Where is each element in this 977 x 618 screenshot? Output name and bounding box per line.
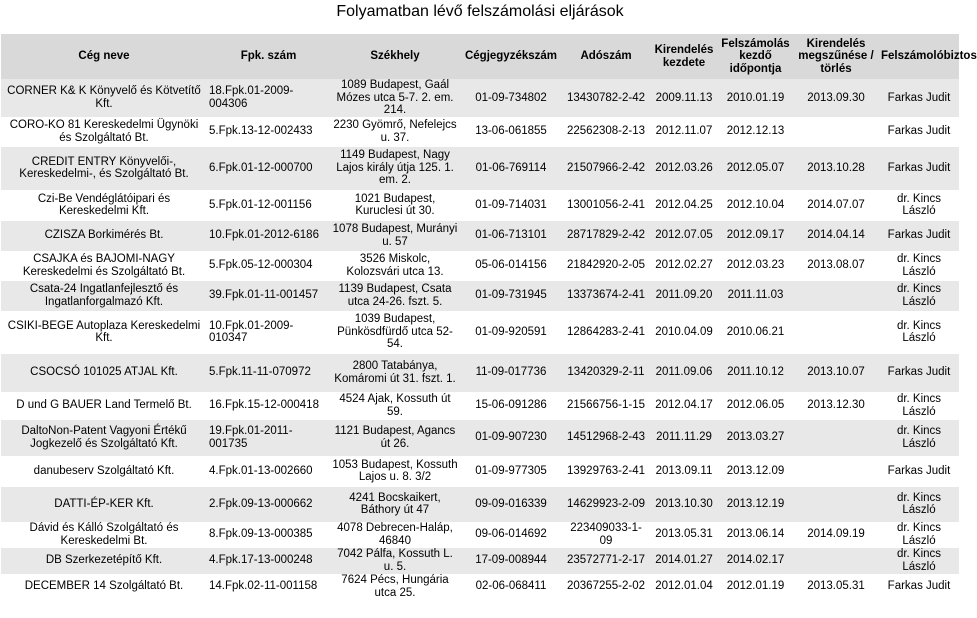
liquidation-start: 2012.12.13 — [718, 117, 793, 147]
assignment-start: 2011.11.29 — [650, 420, 718, 456]
trustee-name: Farkas Judit — [879, 221, 959, 251]
fpk-number: 4.Fpk.17-13-000248 — [207, 548, 330, 574]
table-row — [1, 147, 959, 190]
table-row — [1, 392, 959, 420]
trustee-name: Farkas Judit — [879, 574, 959, 600]
assignment-end — [793, 456, 879, 487]
company-name: D und G BAUER Land Termelő Bt. — [1, 392, 207, 420]
assignment-end: 2013.12.30 — [793, 392, 879, 420]
company-name: CORO-KO 81 Kereskedelmi Ügynöki és Szolgáltató Bt. — [1, 117, 207, 147]
liquidation-start: 2011.10.12 — [718, 354, 793, 392]
fpk-number: 18.Fpk.01-2009-004306 — [207, 79, 330, 117]
trustee-name: dr. Kincs László — [879, 392, 959, 420]
tax-number: 13430782-2-42 — [562, 79, 650, 117]
liquidation-start: 2013.06.14 — [718, 522, 793, 548]
company-name: CSIKI-BEGE Autoplaza Kereskedelmi Kft. — [1, 311, 207, 354]
seat-address: 3526 Miskolc, Kolozsvári utca 13. — [330, 251, 460, 281]
table-row — [1, 574, 959, 600]
liquidation-start: 2010.01.19 — [718, 79, 793, 117]
col-header-seat: Székhely — [330, 34, 460, 79]
trustee-name: dr. Kincs László — [879, 487, 959, 522]
liquidation-start: 2012.06.05 — [718, 392, 793, 420]
table-row — [1, 311, 959, 354]
assignment-start: 2014.01.27 — [650, 548, 718, 574]
liquidation-start: 2011.11.03 — [718, 281, 793, 311]
assignment-start: 2012.02.27 — [650, 251, 718, 281]
tax-number: 13420329-2-11 — [562, 354, 650, 392]
liquidation-table — [1, 34, 977, 600]
header-row — [1, 34, 959, 79]
col-header-start: Kirendelés kezdete — [650, 34, 718, 79]
seat-address: 1089 Budapest, Gaál Mózes utca 5-7. 2. em. 214. — [330, 79, 460, 117]
company-name: DATTI-ÉP-KER Kft. — [1, 487, 207, 522]
col-header-end: Kirendelés megszűnése / törlés — [793, 34, 879, 79]
fpk-number: 5.Fpk.11-11-070972 — [207, 354, 330, 392]
tax-number: 21842920-2-05 — [562, 251, 650, 281]
company-name: CSAJKA és BAJOMI-NAGY Kereskedelmi és Szolgáltató Bt. — [1, 251, 207, 281]
company-name: DaltoNon-Patent Vagyoni Értékű Jogkezelő és Szolgáltató Kft. — [1, 420, 207, 456]
col-header-company: Cég neve — [1, 34, 207, 79]
fpk-number: 5.Fpk.13-12-002433 — [207, 117, 330, 147]
registry-number: 05-06-014156 — [460, 251, 562, 281]
tax-number: 14629923-2-09 — [562, 487, 650, 522]
company-name: CREDIT ENTRY Könyvelői-, Kereskedelmi-, és Szolgáltató Bt. — [1, 147, 207, 190]
table-row — [1, 354, 959, 392]
fpk-number: 5.Fpk.01-12-001156 — [207, 190, 330, 221]
assignment-end — [793, 548, 879, 574]
tax-number: 28717829-2-42 — [562, 221, 650, 251]
company-name: CSOCSÓ 101025 ATJAL Kft. — [1, 354, 207, 392]
table-row — [1, 79, 959, 117]
page-title: Folyamatban lévő felszámolási eljárások — [336, 3, 624, 20]
liquidation-start: 2010.06.21 — [718, 311, 793, 354]
assignment-start: 2012.03.26 — [650, 147, 718, 190]
table-row — [1, 487, 959, 522]
tax-number: 20367255-2-02 — [562, 574, 650, 600]
fpk-number: 19.Fpk.01-2011-001735 — [207, 420, 330, 456]
table-row — [1, 251, 959, 281]
fpk-number: 10.Fpk.01-2009-010347 — [207, 311, 330, 354]
registry-number: 01-09-920591 — [460, 311, 562, 354]
assignment-end: 2014.09.19 — [793, 522, 879, 548]
tax-number: 23572771-2-17 — [562, 548, 650, 574]
liquidation-start: 2013.03.27 — [718, 420, 793, 456]
col-header-tax: Adószám — [562, 34, 650, 79]
liquidation-start: 2012.01.19 — [718, 574, 793, 600]
fpk-number: 4.Fpk.01-13-002660 — [207, 456, 330, 487]
tax-number: 21507966-2-42 — [562, 147, 650, 190]
col-header-trustee: Felszámolóbiztos — [879, 34, 959, 79]
fpk-number: 6.Fpk.01-12-000700 — [207, 147, 330, 190]
tax-number: 22562308-2-13 — [562, 117, 650, 147]
assignment-start: 2012.04.17 — [650, 392, 718, 420]
trustee-name: Farkas Judit — [879, 456, 959, 487]
assignment-start: 2012.07.05 — [650, 221, 718, 251]
seat-address: 1021 Budapest, Kuruclesi út 30. — [330, 190, 460, 221]
seat-address: 4524 Ajak, Kossuth út 59. — [330, 392, 460, 420]
tax-number: 13373674-2-41 — [562, 281, 650, 311]
seat-address: 1121 Budapest, Agancs út 26. — [330, 420, 460, 456]
liquidation-start: 2012.05.07 — [718, 147, 793, 190]
fpk-number: 10.Fpk.01-2012-6186 — [207, 221, 330, 251]
registry-number: 11-09-017736 — [460, 354, 562, 392]
registry-number: 01-09-734802 — [460, 79, 562, 117]
assignment-end: 2014.04.14 — [793, 221, 879, 251]
trustee-name: Farkas Judit — [879, 354, 959, 392]
assignment-start: 2012.01.04 — [650, 574, 718, 600]
company-name: DECEMBER 14 Szolgáltató Bt. — [1, 574, 207, 600]
tax-number: 12864283-2-41 — [562, 311, 650, 354]
trustee-name: Farkas Judit — [879, 117, 959, 147]
registry-number: 01-09-714031 — [460, 190, 562, 221]
seat-address: 2230 Gyömrő, Nefelejcs u. 37. — [330, 117, 460, 147]
assignment-end — [793, 420, 879, 456]
trustee-name: dr. Kincs László — [879, 311, 959, 354]
seat-address: 4078 Debrecen-Haláp, 46840 — [330, 522, 460, 548]
liquidation-start: 2013.12.19 — [718, 487, 793, 522]
company-name: CORNER K& K Könyvelő és Kötvetítő Kft. — [1, 79, 207, 117]
registry-number: 09-06-014692 — [460, 522, 562, 548]
assignment-end — [793, 487, 879, 522]
col-header-registry: Cégjegyzékszám — [460, 34, 562, 79]
liquidation-start: 2014.02.17 — [718, 548, 793, 574]
seat-address: 1053 Budapest, Kossuth Lajos u. 8. 3/2 — [330, 456, 460, 487]
assignment-end — [793, 281, 879, 311]
assignment-start: 2013.10.30 — [650, 487, 718, 522]
fpk-number: 2.Fpk.09-13-000662 — [207, 487, 330, 522]
company-name: Dávid és Kálló Szolgáltató és Kereskedelmi Bt. — [1, 522, 207, 548]
registry-number: 01-09-977305 — [460, 456, 562, 487]
seat-address: 7042 Pálfa, Kossuth L. u. 5. — [330, 548, 460, 574]
registry-number: 15-06-091286 — [460, 392, 562, 420]
registry-number: 01-09-731945 — [460, 281, 562, 311]
tax-number: 223409033-1-09 — [562, 522, 650, 548]
table-row — [1, 117, 959, 147]
registry-number: 01-06-769114 — [460, 147, 562, 190]
trustee-name: dr. Kincs László — [879, 190, 959, 221]
registry-number: 09-09-016339 — [460, 487, 562, 522]
trustee-name: Farkas Judit — [879, 79, 959, 117]
assignment-start: 2013.05.31 — [650, 522, 718, 548]
tax-number: 14512968-2-43 — [562, 420, 650, 456]
assignment-start: 2013.09.11 — [650, 456, 718, 487]
trustee-name: dr. Kincs László — [879, 522, 959, 548]
table-row — [1, 548, 959, 574]
company-name: Czi-Be Vendéglátóipari és Kereskedelmi Kft. — [1, 190, 207, 221]
assignment-end: 2013.05.31 — [793, 574, 879, 600]
table-row — [1, 190, 959, 221]
assignment-end: 2013.10.07 — [793, 354, 879, 392]
fpk-number: 39.Fpk.01-11-001457 — [207, 281, 330, 311]
seat-address: 2800 Tatabánya, Komáromi út 31. fszt. 1. — [330, 354, 460, 392]
table-row — [1, 456, 959, 487]
trustee-name: dr. Kincs László — [879, 420, 959, 456]
tax-number: 13929763-2-41 — [562, 456, 650, 487]
assignment-start: 2010.04.09 — [650, 311, 718, 354]
seat-address: 4241 Bocskaikert, Báthory út 47 — [330, 487, 460, 522]
tax-number: 21566756-1-15 — [562, 392, 650, 420]
trustee-name: dr. Kincs László — [879, 281, 959, 311]
seat-address: 1039 Budapest, Pünkösdfürdő utca 52-54. — [330, 311, 460, 354]
company-name: Csata-24 Ingatlanfejlesztő és Ingatlanforgalmazó Kft. — [1, 281, 207, 311]
table-row — [1, 522, 959, 548]
assignment-start: 2011.09.20 — [650, 281, 718, 311]
assignment-start: 2012.04.25 — [650, 190, 718, 221]
company-name: danubeserv Szolgáltató Kft. — [1, 456, 207, 487]
fpk-number: 5.Fpk.05-12-000304 — [207, 251, 330, 281]
trustee-name: Farkas Judit — [879, 147, 959, 190]
table-row — [1, 221, 959, 251]
registry-number: 17-09-008944 — [460, 548, 562, 574]
assignment-end: 2013.09.30 — [793, 79, 879, 117]
trustee-name: dr. Kincs László — [879, 251, 959, 281]
trustee-name: dr. Kincs László — [879, 548, 959, 574]
fpk-number: 14.Fpk.02-11-001158 — [207, 574, 330, 600]
assignment-end — [793, 117, 879, 147]
company-name: DB Szerkezetépítő Kft. — [1, 548, 207, 574]
table-row — [1, 420, 959, 456]
fpk-number: 16.Fpk.15-12-000418 — [207, 392, 330, 420]
registry-number: 02-06-068411 — [460, 574, 562, 600]
col-header-fpk: Fpk. szám — [207, 34, 330, 79]
liquidation-start: 2012.10.04 — [718, 190, 793, 221]
tax-number: 13001056-2-41 — [562, 190, 650, 221]
assignment-end — [793, 311, 879, 354]
assignment-start: 2011.09.06 — [650, 354, 718, 392]
liquidation-start: 2012.09.17 — [718, 221, 793, 251]
seat-address: 7624 Pécs, Hungária utca 25. — [330, 574, 460, 600]
table-row — [1, 281, 959, 311]
assignment-end: 2013.10.28 — [793, 147, 879, 190]
company-name: CZISZA Borkimérés Bt. — [1, 221, 207, 251]
liquidation-start: 2012.03.23 — [718, 251, 793, 281]
col-header-liquidation: Felszámolás kezdő időpontja — [718, 34, 793, 79]
registry-number: 01-09-907230 — [460, 420, 562, 456]
registry-number: 01-06-713101 — [460, 221, 562, 251]
assignment-start: 2009.11.13 — [650, 79, 718, 117]
seat-address: 1149 Budapest, Nagy Lajos király útja 125. 1. em. 2. — [330, 147, 460, 190]
assignment-start: 2012.11.07 — [650, 117, 718, 147]
seat-address: 1139 Budapest, Csata utca 24-26. fszt. 5. — [330, 281, 460, 311]
liquidation-start: 2013.12.09 — [718, 456, 793, 487]
registry-number: 13-06-061855 — [460, 117, 562, 147]
fpk-number: 8.Fpk.09-13-000385 — [207, 522, 330, 548]
seat-address: 1078 Budapest, Murányi u. 57 — [330, 221, 460, 251]
assignment-end: 2014.07.07 — [793, 190, 879, 221]
assignment-end: 2013.08.07 — [793, 251, 879, 281]
